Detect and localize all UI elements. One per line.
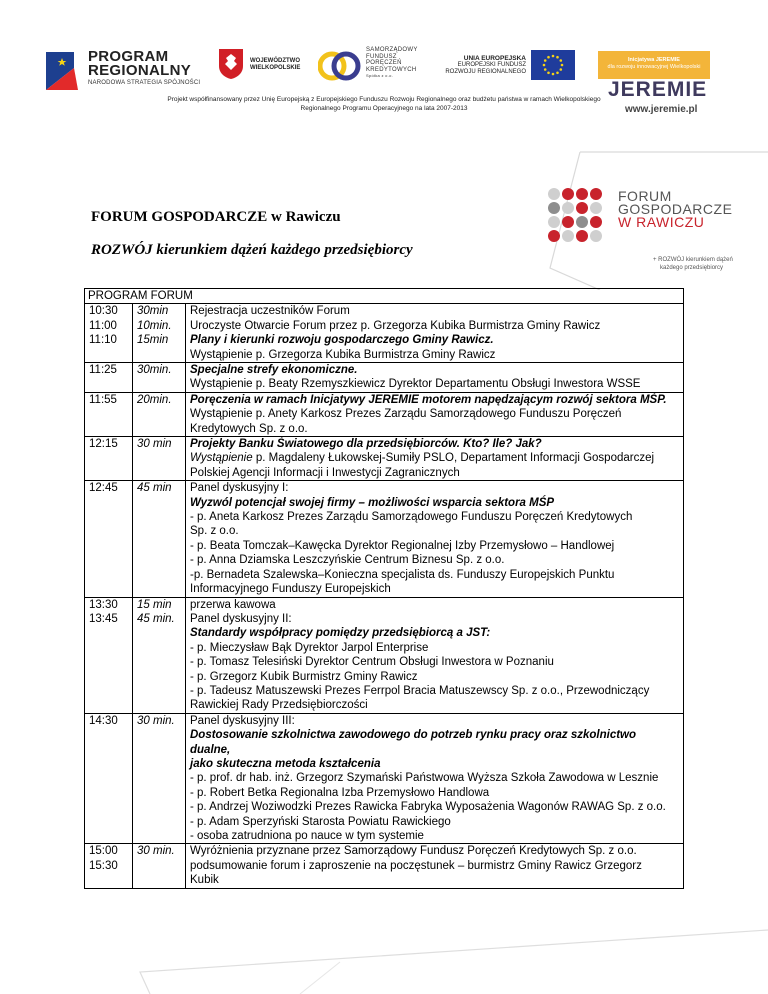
program-description: [186, 303, 683, 318]
program-row: [85, 319, 683, 333]
program-topic: jako skuteczna metoda kształcenia: [190, 757, 381, 770]
sfpk-line3: PORĘCZEŃ: [366, 60, 402, 66]
program-description: [186, 333, 683, 362]
sfpk-text: [366, 47, 418, 80]
cofunding-line1: Projekt współfinansowany przez Unię Europejską z Europejskiego Funduszu Rozwoju Regionalnego oraz budżetu państwa w ramach Wielkopolskiego: [167, 96, 601, 103]
program-time: 15:30: [85, 859, 133, 888]
program-line: przerwa kawowa: [190, 598, 276, 611]
program-topic: Projekty Banku Światowego dla przedsiębiorców. Kto? Ile? Jak?: [190, 438, 542, 451]
program-description: [186, 713, 683, 844]
program-line: PROGRAM: [88, 48, 169, 65]
program-description: [186, 597, 683, 612]
program-line: Polskiej Agencji Informacji i Inwestycji Zagranicznych: [190, 466, 460, 479]
cofunding-line2: Regionalnego Programu Operacyjnego na lata 2007-2013: [300, 105, 468, 112]
program-row: [85, 303, 683, 318]
program-duration: 20min.: [133, 392, 186, 436]
program-regionalny-logo: [88, 50, 191, 78]
sfpk-line5: Spółka z o.o.: [366, 73, 394, 78]
program-duration: [133, 859, 186, 888]
wielkopolska-crest-icon: [218, 48, 244, 80]
program-duration: 30min.: [133, 362, 186, 392]
document-title: FORUM GOSPODARCZE w Rawiczu: [91, 209, 341, 225]
program-line-italic: Wystąpienie: [190, 452, 253, 465]
program-duration: 15 min: [133, 597, 186, 612]
regionalny-line: REGIONALNY: [88, 62, 192, 79]
program-row: [85, 392, 683, 436]
ue-line3: ROZWOJU REGIONALNEGO: [445, 69, 526, 75]
program-time: 11:55: [85, 392, 133, 436]
program-duration: 30 min.: [133, 713, 186, 844]
program-line: - osoba zatrudniona po nauce w tym systemie: [190, 830, 424, 843]
eu-flag-icon: [531, 50, 575, 80]
program-row: [85, 480, 683, 596]
program-duration: 30 min.: [133, 843, 186, 858]
wojewodztwo-line1: WOJEWÓDZTWO: [250, 58, 300, 64]
document-subtitle: ROZWÓJ kierunkiem dążeń każdego przedsiębiorcy: [91, 242, 413, 258]
program-description: [186, 362, 683, 392]
program-line: - p. Grzegorz Kubik Burmistrz Gminy Rawicz: [190, 670, 418, 683]
program-topic: Specjalne strefy ekonomiczne.: [190, 364, 358, 377]
program-line: -p. Bernadeta Szalewska–Konieczna specjalista ds. Funduszy Europejskich Punktu: [190, 568, 615, 581]
program-line: Rejestracja uczestników Forum: [190, 305, 350, 318]
ue-text: [434, 55, 526, 76]
jeremie-badge-line1: Inicjatywa JEREMIE: [628, 57, 680, 63]
program-topic: Plany i kierunki rozwoju gospodarczego Gminy Rawicz.: [190, 334, 494, 347]
program-description: [186, 480, 683, 596]
program-line: Kubik: [190, 874, 219, 887]
program-duration: 15min: [133, 333, 186, 362]
program-label: PROGRAM FORUM: [88, 290, 193, 302]
program-line: Panel dyskusyjny III:: [190, 714, 295, 727]
program-time: 11:25: [85, 362, 133, 392]
program-row: [85, 859, 683, 888]
program-line: - p. Adam Sperzyński Starosta Powiatu Rawickiego: [190, 815, 451, 828]
program-line: Kredytowych Sp. z o.o.: [190, 422, 308, 435]
forum-dots-logo-icon: [547, 187, 611, 251]
sfpk-line2: FUNDUSZ: [366, 53, 397, 60]
program-description: [186, 612, 683, 713]
program-line: podsumowanie forum i zaproszenie na poczęstunek – burmistrz Gminy Rawicz Grzegorz: [190, 859, 642, 872]
wojewodztwo-logo: [250, 58, 300, 72]
program-line: - p. Aneta Karkosz Prezes Zarządu Samorządowego Funduszu Poręczeń Kredytowych: [190, 511, 633, 524]
program-duration: 30 min: [133, 436, 186, 480]
forum-logo-line3: W RAWICZU: [618, 214, 705, 230]
jeremie-url: www.jeremie.pl: [625, 104, 698, 115]
cofunding-note: [0, 95, 768, 113]
program-description: [186, 392, 683, 436]
program-time: 14:30: [85, 713, 133, 844]
program-line: - p. Robert Betka Regionalna Izba Przemysłowo Handlowa: [190, 786, 490, 799]
program-row: [85, 612, 683, 713]
ue-line1: UNIA EUROPEJSKA: [463, 55, 526, 62]
program-line: Informacyjnego Funduszy Europejskich: [190, 583, 391, 596]
program-duration: 45 min.: [133, 612, 186, 713]
jeremie-badge: [598, 51, 710, 79]
program-duration: 45 min: [133, 480, 186, 596]
bottom-frame-lines-icon: [0, 900, 768, 994]
program-row: [85, 843, 683, 858]
program-topic: Wyzwól potencjał swojej firmy – możliwości wsparcia sektora MŚP: [190, 496, 555, 509]
program-line-rest: p. Magdaleny Łukowskej-Sumiły PSLO, Departament Informacji Gospodarczej: [252, 452, 655, 465]
program-duration: 10min.: [133, 319, 186, 333]
program-line: - p. Andrzej Woziwodzki Prezes Rawicka Fabryka Wyposażenia Wagonów RAWAG Sp. z o.o.: [190, 801, 666, 814]
program-line: Wystąpienie p. Beaty Rzemyszkiewicz Dyrektor Departamentu Obsługi Inwestora WSSE: [190, 378, 641, 391]
forum-tagline-line1: + ROZWÓJ kierunkiem dążeń: [653, 257, 733, 263]
program-topic: Standardy współpracy pomiędzy przedsiębiorcą a JST:: [190, 627, 491, 640]
program-duration: 30min: [133, 303, 186, 318]
program-line: Sp. z o.o.: [190, 525, 239, 538]
program-line: - p. Beata Tomczak–Kawęcka Dyrektor Regionalnej Izby Przemysłowo – Handlowej: [190, 539, 615, 552]
program-description: [186, 859, 683, 888]
program-regionalny-flag-icon: [44, 46, 80, 90]
forum-logo-line2: GOSPODARCZE: [618, 201, 733, 217]
program-time: 12:45: [85, 480, 133, 596]
program-description: [186, 436, 683, 480]
sfpk-logo-icon: [318, 46, 362, 84]
forum-tagline-line2: każdego przedsiębiorcy: [660, 265, 724, 271]
forum-logo-line1: FORUM: [618, 188, 672, 204]
program-line: - p. prof. dr hab. inż. Grzegorz Szymański Państwowa Wyższa Szkoła Zawodowa w Lesznie: [190, 772, 659, 785]
program-description: [186, 319, 683, 333]
program-time: 10:30: [85, 303, 133, 318]
ue-line2: EUROPEJSKI FUNDUSZ: [457, 62, 526, 68]
program-line: Wystąpienie p. Grzegorza Kubika Burmistrza Gminy Rawicz: [190, 348, 496, 361]
jeremie-badge-line2: dla rozwoju innowacyjnej Wielkopolski: [607, 64, 701, 70]
program-time: 13:45: [85, 612, 133, 713]
program-line: Wystąpienie p. Anety Karkosz Prezes Zarządu Samorządowego Funduszu Poręczeń: [190, 408, 622, 421]
sfpk-line1: SAMORZĄDOWY: [366, 47, 418, 53]
program-line: Panel dyskusyjny I:: [190, 482, 289, 495]
program-time: 11:00: [85, 319, 133, 333]
program-row: [85, 597, 683, 612]
wojewodztwo-line2: WIELKOPOLSKIE: [250, 65, 301, 71]
program-row: [85, 713, 683, 844]
program-time: 12:15: [85, 436, 133, 480]
forum-logo-text: [618, 190, 732, 229]
sfpk-line4: KREDYTOWYCH: [366, 66, 417, 73]
program-line: Rawickiej Rady Przedsiębiorczości: [190, 699, 368, 712]
program-line: - p. Tomasz Telesiński Dyrektor Centrum Obsługi Inwestora w Poznaniu: [190, 656, 554, 669]
program-line: Panel dyskusyjny II:: [190, 612, 292, 625]
program-description: [186, 843, 683, 858]
program-line: - p. Anna Dziamska Leszczyńskie Centrum Biznesu Sp. z o.o.: [190, 554, 505, 567]
program-time: 13:30: [85, 597, 133, 612]
program-topic: Dostosowanie szkolnictwa zawodowego do potrzeb rynku pracy oraz szkolnictwo dualne,: [190, 729, 637, 756]
jeremie-wordmark: JEREMIE: [608, 78, 708, 101]
program-line: - p. Mieczysław Bąk Dyrektor Jarpol Enterprise: [190, 641, 429, 654]
program-line: Uroczyste Otwarcie Forum przez p. Grzegorza Kubika Burmistrza Gminy Rawicz: [190, 319, 601, 332]
program-line: Wyróżnienia przyznane przez Samorządowy Fundusz Poręczeń Kredytowych Sp. z o.o.: [190, 845, 637, 858]
program-line: - p. Tadeusz Matuszewski Prezes Ferrpol Bracia Matuszewscy Sp. z o.o., Przewodniczący: [190, 684, 650, 697]
nss-label: NARODOWA STRATEGIA SPÓJNOŚCI: [88, 80, 201, 86]
program-topic: Poręczenia w ramach Inicjatywy JEREMIE motorem napędzającym rozwój sektora MŚP.: [190, 393, 667, 406]
program-row: [85, 333, 683, 362]
program-time: 11:10: [85, 333, 133, 362]
program-time: 15:00: [85, 843, 133, 858]
forum-tagline: [653, 256, 733, 272]
program-table: [84, 288, 684, 889]
program-row: [85, 436, 683, 480]
program-line: [190, 451, 679, 465]
program-row: [85, 362, 683, 392]
